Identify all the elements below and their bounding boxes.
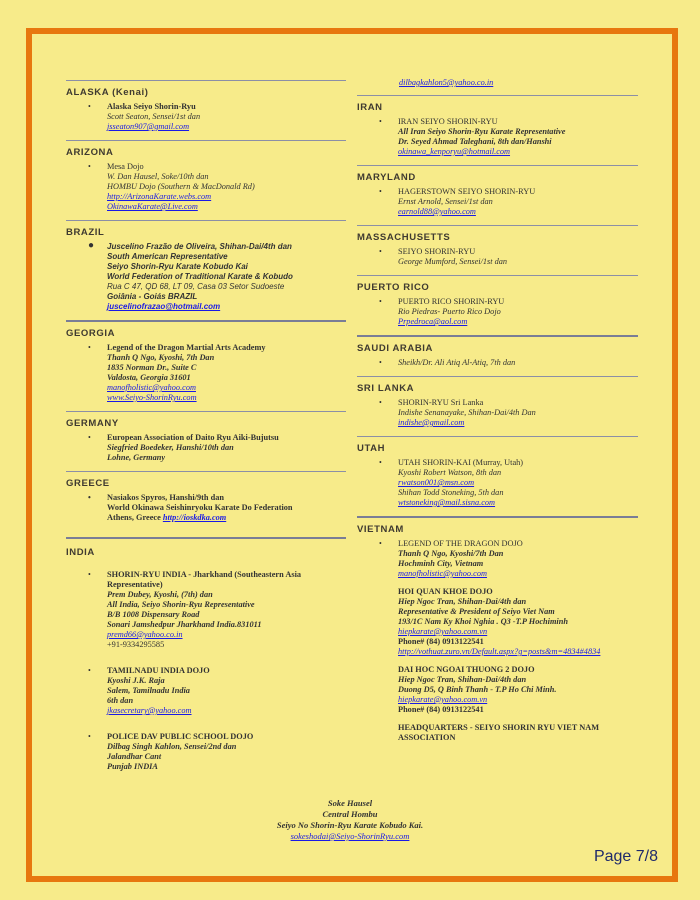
region-heading: ALASKA (Kenai)	[66, 87, 149, 98]
contact-name: Sheikh/Dr. Ali Atiq Al-Atiq, 7th dan	[398, 358, 516, 367]
divider	[357, 335, 638, 337]
contact-name: Dilbag Singh Kahlon, Sensei/2nd dan	[107, 742, 237, 751]
address: HOMBU Dojo (Southern & MacDonald Rd)	[107, 182, 255, 191]
organization: World Federation of Traditional Karate & Kobudo	[107, 272, 293, 281]
organization: Seiyo Shorin-Ryu Karate Kobudo Kai	[107, 262, 248, 271]
divider	[66, 140, 346, 141]
website-link[interactable]: http://vothuat.zuro.vn/Default.aspx?g=posts&m=4834#4834	[398, 647, 601, 656]
region-heading: MASSACHUSETTS	[357, 232, 451, 243]
dojo-name: HEADQUARTERS - SEIYO SHORIN RYU VIET NAM ASSOCIATION	[398, 723, 600, 742]
list-item: • SHORIN-RYU INDIA - Jharkhand (Southeastern Asia Representative) Prem Dubey, Kyoshi, (7th) dan All India, Seiyo Shorin-Ryu Representative B/B 1008 Dispensary Road Sonari Jamshedpur Jharkhand India.831011 premd66@yahoo.co.in +91-9334295585	[66, 570, 346, 650]
dojo-name: TAMILNADU INDIA DOJO	[107, 666, 210, 675]
address: 1835 Norman Dr., Suite C	[107, 363, 197, 372]
contact-name: George Mumford, Sensei/1st dan	[398, 257, 508, 266]
email-link[interactable]: indishe@gmail.com	[398, 418, 465, 427]
divider	[66, 537, 346, 539]
dojo-name: POLICE DAV PUBLIC SCHOOL DOJO	[107, 732, 254, 741]
divider	[66, 471, 346, 472]
role: All India, Seiyo Shorin-Ryu Representative	[107, 600, 255, 609]
email-link[interactable]: juscelinofrazao@hotmail.com	[107, 302, 221, 311]
divider	[357, 225, 638, 226]
contact-name: Scott Seaton, Sensei/1st dan	[107, 112, 201, 121]
list-item: • Nasiakos Spyros, Hanshi/9th dan World Okinawa Seishinryoku Karate Do Federation Athens, Greece http://ioskdka.com	[66, 493, 346, 523]
footer-line: Central Hombu	[322, 809, 378, 819]
contact-name: Hiep Ngoc Tran, Shihan-Dai/4th dan	[398, 675, 527, 684]
website-link[interactable]: http://ioskdka.com	[162, 513, 227, 522]
email-link[interactable]: hiepkarate@yahoo.com.vn	[398, 695, 488, 704]
contact-name: Thanh Q Ngo, Kyoshi, 7th Dan	[107, 353, 215, 362]
divider	[357, 95, 638, 96]
list-item: • LEGEND OF THE DRAGON DOJO Thanh Q Ngo, Kyoshi/7th Dan Hochminh City, Vietnam manofholistic@yahoo.com HOI QUAN KHOE DOJO Hiep Ngoc Tran, Shihan-Dai/4th dan Representative & President of Seiyo Viet Nam 193/1C Nam Ky Khoi Nghia . Q3 -T.P Hochiminh hiepkarate@yahoo.com.vn Phone# (84) 0913122541 http://vothuat.zuro.vn/Default.aspx?g=posts&m=4834#4834 DAI HOC NGOAI THUONG 2 DOJO Hiep Ngoc Tran, Shihan-Dai/4th dan Duong D5, Q Binh Thanh - T.P Ho Chi Minh. hiepkarate@yahoo.com.vn Phone# (84) 0913122541 HEADQUARTERS - SEIYO SHORIN RYU VIET NAM ASSOCIATION	[357, 539, 638, 743]
contact-name: Dr. Seyed Ahmad Taleghani, 8th dan/Hanshi	[398, 137, 552, 146]
email-link[interactable]: okinawa_kenporyu@hotmail.com	[398, 147, 511, 156]
role: Representative & President of Seiyo Viet Nam	[398, 607, 555, 616]
divider	[66, 80, 346, 81]
phone: Phone# (84) 0913122541	[398, 637, 484, 646]
contact-name: Shihan Todd Stoneking, 5th dan	[398, 488, 504, 497]
dojo-name: HOI QUAN KHOE DOJO	[398, 587, 493, 596]
city: Sonari Jamshedpur Jharkhand India.831011	[107, 620, 262, 629]
phone: +91-9334295585	[107, 640, 165, 649]
dojo-name: IRAN SEIYO SHORIN-RYU	[398, 117, 498, 126]
address: 193/1C Nam Ky Khoi Nghia . Q3 -T.P Hochiminh	[398, 617, 568, 626]
email-link[interactable]: sokeshodai@Seiyo-ShorinRyu.com	[290, 831, 410, 841]
city: Lohne, Germany	[107, 453, 166, 462]
list-item: • Sheikh/Dr. Ali Atiq Al-Atiq, 7th dan	[357, 358, 638, 368]
divider	[357, 165, 638, 166]
dojo-name: LEGEND OF THE DRAGON DOJO	[398, 539, 523, 548]
list-item: ● Juscelino Frazão de Oliveira, Shihan-Dai/4th dan South American Representative Seiyo Shorin-Ryu Karate Kobudo Kai World Federation of Traditional Karate & Kobudo Rua C 47, QD 68, LT 09, Casa 03 Setor Sudoeste Goiânia - Goiás BRAZIL juscelinofrazao@hotmail.com	[66, 242, 346, 312]
address: Duong D5, Q Binh Thanh - T.P Ho Chi Minh.	[398, 685, 557, 694]
dojo-name: Alaska Seiyo Shorin-Ryu	[107, 102, 196, 111]
contact-name: W. Dan Hausel, Soke/10th dan	[107, 172, 209, 181]
list-item: • TAMILNADU INDIA DOJO Kyoshi J.K. Raja Salem, Tamilnadu India 6th dan jkasecretary@yahoo.com	[66, 666, 346, 716]
website-link[interactable]: www.Seiyo-ShorinRyu.com	[107, 393, 197, 402]
dojo-name: HAGERSTOWN SEIYO SHORIN-RYU	[398, 187, 536, 196]
region-heading: INDIA	[66, 547, 95, 558]
organization: World Okinawa Seishinryoku Karate Do Federation	[107, 503, 293, 512]
footer-line: Seiyo No Shorin-Ryu Karate Kobudo Kai.	[276, 820, 424, 830]
divider	[66, 220, 346, 221]
region-heading: IRAN	[357, 102, 383, 113]
rank: 6th dan	[107, 696, 134, 705]
email-link[interactable]: jkasecretary@yahoo.com	[107, 706, 192, 715]
divider	[357, 516, 638, 518]
list-item: • IRAN SEIYO SHORIN-RYU All Iran Seiyo Shorin-Ryu Karate Representative Dr. Seyed Ahmad Taleghani, 8th dan/Hanshi okinawa_kenporyu@hotmail.com	[357, 117, 638, 157]
list-item: • PUERTO RICO SHORIN-RYU Rio Piedras- Puerto Rico Dojo Prpedroca@aol.com	[357, 297, 638, 327]
city: Athens, Greece	[107, 513, 161, 522]
email-link[interactable]: manofholistic@yahoo.com	[398, 569, 487, 578]
region-heading: MARYLAND	[357, 172, 416, 183]
divider	[66, 411, 346, 412]
role: South American Representative	[107, 252, 228, 261]
list-item: • Mesa Dojo W. Dan Hausel, Soke/10th dan HOMBU Dojo (Southern & MacDonald Rd) http://ArizonaKarate.webs.com OkinawaKarate@Live.com	[66, 162, 346, 212]
footer-line: Soke Hausel	[327, 798, 373, 808]
footer	[200, 798, 500, 842]
list-item: • UTAH SHORIN-KAI (Murray, Utah) Kyoshi Robert Watson, 8th dan rwatson001@msn.com Shihan Todd Stoneking, 5th dan wtstoneking@mail.sisna.com	[357, 458, 638, 508]
contact-name: Kyoshi J.K. Raja	[107, 676, 165, 685]
email-link[interactable]: manofholistic@yahoo.com	[107, 383, 196, 392]
dojo-name: PUERTO RICO SHORIN-RYU	[398, 297, 505, 306]
dojo-name: UTAH SHORIN-KAI (Murray, Utah)	[398, 458, 524, 467]
dojo-name: Mesa Dojo	[107, 162, 144, 171]
page-number: Page 7/8	[593, 848, 658, 865]
dojo-name: DAI HOC NGOAI THUONG 2 DOJO	[398, 665, 535, 674]
dojo-name: SHORIN-RYU Sri Lanka	[398, 398, 484, 407]
contact-name: Prem Dubey, Kyoshi, (7th) dan	[107, 590, 213, 599]
list-item: • European Association of Daito Ryu Aiki-Bujutsu Siegfried Boedeker, Hanshi/10th dan Lohne, Germany	[66, 433, 346, 463]
email-link[interactable]: hiepkarate@yahoo.com.vn	[398, 627, 488, 636]
divider	[357, 436, 638, 437]
email-link[interactable]: OkinawaKarate@Live.com	[107, 202, 198, 211]
city: Hochminh City, Vietnam	[398, 559, 484, 568]
dojo-name: Legend of the Dragon Martial Arts Academy	[107, 343, 266, 352]
dojo-name: European Association of Daito Ryu Aiki-Bujutsu	[107, 433, 279, 442]
contact-name: Kyoshi Robert Watson, 8th dan	[398, 468, 502, 477]
city: Goiânia - Goiás BRAZIL	[107, 292, 198, 301]
list-item: • Alaska Seiyo Shorin-Ryu Scott Seaton, Sensei/1st dan jsseaton907@gmail.com	[66, 102, 346, 132]
list-item: • POLICE DAV PUBLIC SCHOOL DOJO Dilbag Singh Kahlon, Sensei/2nd dan Jalandhar Cant Punjab INDIA	[66, 732, 346, 772]
region-heading: UTAH	[357, 443, 386, 454]
city: Jalandhar Cant	[107, 752, 162, 761]
region-heading: GEORGIA	[66, 328, 116, 339]
right-column	[357, 80, 638, 751]
list-item: • SEIYO SHORIN-RYU George Mumford, Sensei/1st dan	[357, 247, 638, 267]
region-heading: GREECE	[66, 478, 110, 489]
contact-name: Siegfried Boedeker, Hanshi/10th dan	[107, 443, 234, 452]
dojo-name: SEIYO SHORIN-RYU	[398, 247, 476, 256]
contact-name: Thanh Q Ngo, Kyoshi/7th Dan	[398, 549, 504, 558]
divider	[66, 320, 346, 322]
email-link[interactable]: rwatson001@msn.com	[398, 478, 475, 487]
divider	[357, 376, 638, 377]
city: Punjab INDIA	[107, 762, 158, 771]
left-column	[66, 80, 346, 780]
list-item: • Legend of the Dragon Martial Arts Academy Thanh Q Ngo, Kyoshi, 7th Dan 1835 Norman Dr., Suite C Valdosta, Georgia 31601 manofholistic@yahoo.com www.Seiyo-ShorinRyu.com	[66, 343, 346, 403]
region-heading: SRI LANKA	[357, 383, 415, 394]
contact-name: Ernst Arnold, Sensei/1st dan	[398, 197, 493, 206]
website-link[interactable]: http://ArizonaKarate.webs.com	[107, 192, 212, 201]
list-item: • HAGERSTOWN SEIYO SHORIN-RYU Ernst Arnold, Sensei/1st dan earnold88@yahoo.com	[357, 187, 638, 217]
email-link[interactable]: wtstoneking@mail.sisna.com	[398, 498, 496, 507]
region-heading: ARIZONA	[66, 147, 114, 158]
dojo-name: SHORIN-RYU INDIA - Jharkhand (Southeastern Asia Representative)	[107, 570, 302, 589]
email-link[interactable]: jsseaton907@gmail.com	[107, 122, 190, 131]
address: B/B 1008 Dispensary Road	[107, 610, 200, 619]
region-heading: PUERTO RICO	[357, 282, 430, 293]
address: Rua C 47, QD 68, LT 09, Casa 03 Setor Sudoeste	[107, 282, 285, 291]
region-heading: GERMANY	[66, 418, 119, 429]
phone: Phone# (84) 0913122541	[398, 705, 484, 714]
email-link[interactable]: earnold88@yahoo.com	[398, 207, 476, 216]
divider	[357, 275, 638, 276]
email-link[interactable]: premd66@yahoo.co.in	[107, 630, 183, 639]
contact-name: Hiep Ngoc Tran, Shihan-Dai/4th dan	[398, 597, 527, 606]
region-heading: SAUDI ARABIA	[357, 343, 433, 354]
email-link[interactable]: Prpedroca@aol.com	[398, 317, 468, 326]
region-heading: BRAZIL	[66, 227, 105, 238]
city: Valdosta, Georgia 31601	[107, 373, 191, 382]
contact-name: Juscelino Frazão de Oliveira, Shihan-Dai/4th dan	[107, 242, 292, 251]
region-heading: VIETNAM	[357, 524, 404, 535]
contact-name: Indishe Senanayake, Shihan-Dai/4th Dan	[398, 408, 536, 417]
role: All Iran Seiyo Shorin-Ryu Karate Representative	[398, 127, 566, 136]
list-item: • SHORIN-RYU Sri Lanka Indishe Senanayake, Shihan-Dai/4th Dan indishe@gmail.com	[357, 398, 638, 428]
city: Rio Piedras- Puerto Rico Dojo	[398, 307, 501, 316]
city: Salem, Tamilnadu India	[107, 686, 190, 695]
email-link[interactable]: dilbagkahlon5@yahoo.co.in	[399, 78, 494, 87]
contact-name: Nasiakos Spyros, Hanshi/9th dan	[107, 493, 224, 502]
